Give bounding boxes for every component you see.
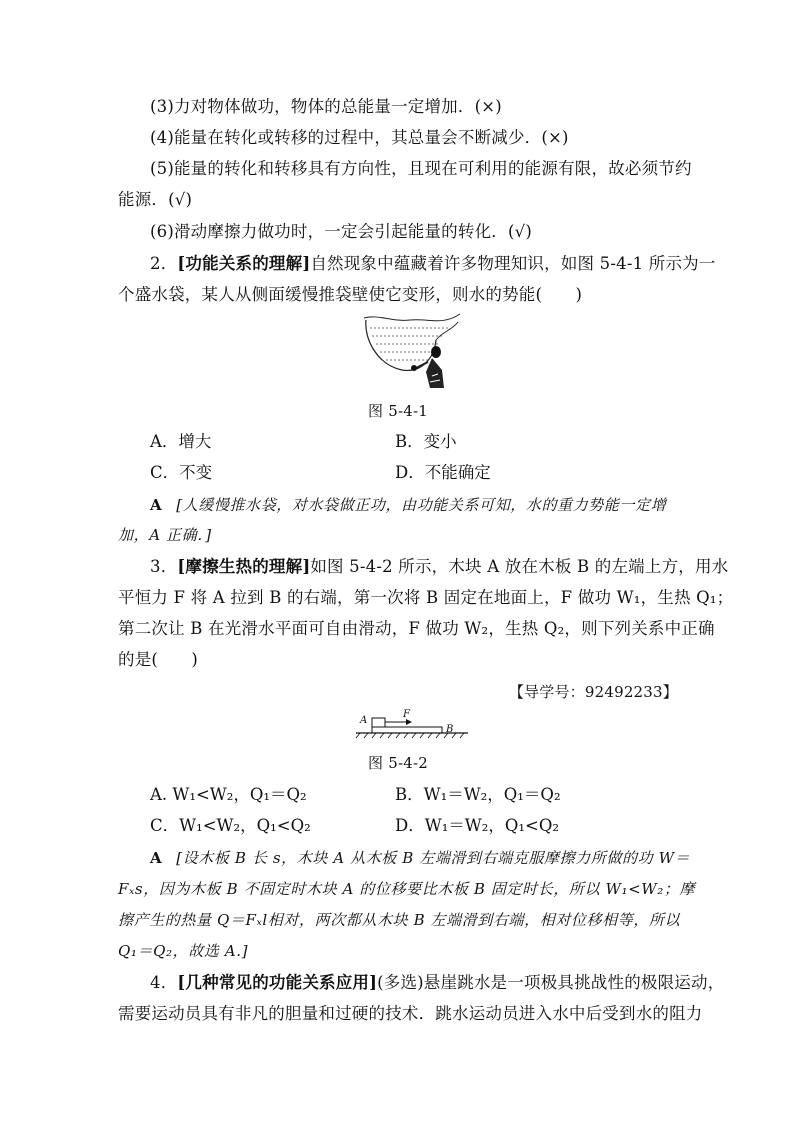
question-stem: (多选)悬崖跳水是一项极具挑战性的极限运动， [377,973,725,992]
item-6: (6)滑动摩擦力做功时，一定会引起能量的转化．(√) [150,222,532,241]
question-3-explanation-line-4: Q₁＝Q₂，故选 A.] [118,942,249,960]
option-c: C．W₁<W₂，Q₁<Q₂ [150,816,311,835]
question-tag: [功能关系的理解] [177,254,311,273]
figure-5-4-2-caption: 图 5-4-2 [368,754,428,772]
label-f: F [403,709,410,720]
explanation-text: [人缓慢推水袋，对水袋做正功，由功能关系可知，水的重力势能一定增 [176,496,667,514]
question-3-stem-line-2: 平恒力 F 将 A 拉到 B 的右端，第一次将 B 固定在地面上，F 做功 W₁，生热 Q₁； [118,588,734,607]
question-4-stem-line-1 [150,972,725,994]
label-b: B [446,724,454,735]
question-3-explanation-line-1 [150,847,710,869]
question-2-explanation-line-2: 加，A 正确．] [118,526,212,544]
figure-5-4-1-caption: 图 5-4-1 [368,402,428,420]
question-4-stem-line-2: 需要运动员具有非凡的胆量和过硬的技术．跳水运动员进入水中后受到水的阻力 [118,1004,703,1023]
question-2-stem-line-2: 个盛水袋，某人从侧面缓慢推袋壁使它变形，则水的势能( ) [118,285,583,304]
option-c: C．不变 [150,463,213,482]
question-2-explanation-line-1 [150,494,710,516]
question-3-stem-line-1 [150,556,729,578]
question-3-explanation-line-2: Fₓs，因为木板 B 不固定时木块 A 的位移要比木板 B 固定时长，所以 W₁<W₂；摩 [118,880,696,898]
label-a: A [360,715,368,726]
question-tag: [几种常见的功能关系应用] [177,973,378,992]
explanation-text: [设木板 B 长 s，木块 A 从木板 B 左端滑到右端克服摩擦力所做的功 W＝ [176,849,691,867]
question-number: 3． [150,557,178,576]
answer-letter: A [150,849,163,867]
item-4: (4)能量在转化或转移的过程中，其总量会不断减少．(×) [150,128,569,147]
option-a: A. W₁<W₂，Q₁＝Q₂ [150,785,307,804]
answer-letter: A [150,496,163,514]
question-3-stem-line-3: 第二次让 B 在光滑水平面可自由滑动，F 做功 W₂，生热 Q₂，则下列关系中正确 [118,619,715,638]
item-3: (3)力对物体做功，物体的总能量一定增加．(×) [150,97,502,116]
option-a: A．增大 [150,432,212,451]
guide-number: 【导学号：92492233】 [508,683,678,701]
question-3-stem-line-4: 的是( ) [118,650,199,669]
question-tag: [摩擦生热的理解] [177,557,311,576]
option-b: B．变小 [395,432,457,451]
option-d: D．不能确定 [395,463,491,482]
question-number: 4． [150,973,178,992]
question-3-explanation-line-3: 擦产生的热量 Q＝Fₓl相对，两次都从木块 B 左端滑到右端，相对位移相等，所以 [118,911,681,929]
question-stem: 自然现象中蕴藏着许多物理知识，如图 5-4-1 所示为一 [310,254,716,273]
question-number: 2． [150,254,178,273]
block-board-figure [350,706,475,746]
option-b: B．W₁＝W₂，Q₁＝Q₂ [395,785,561,804]
water-bag-figure [360,310,470,395]
item-5-line-2: 能源．(√) [118,190,193,209]
option-d: D．W₁＝W₂，Q₁<Q₂ [395,816,559,835]
question-stem: 如图 5-4-2 所示，木块 A 放在木板 B 的左端上方，用水 [310,557,729,576]
question-2-stem-line-1 [150,253,716,275]
item-5-line-1: (5)能量的转化和转移具有方向性，且现在可利用的能源有限，故必须节约 [150,159,692,178]
